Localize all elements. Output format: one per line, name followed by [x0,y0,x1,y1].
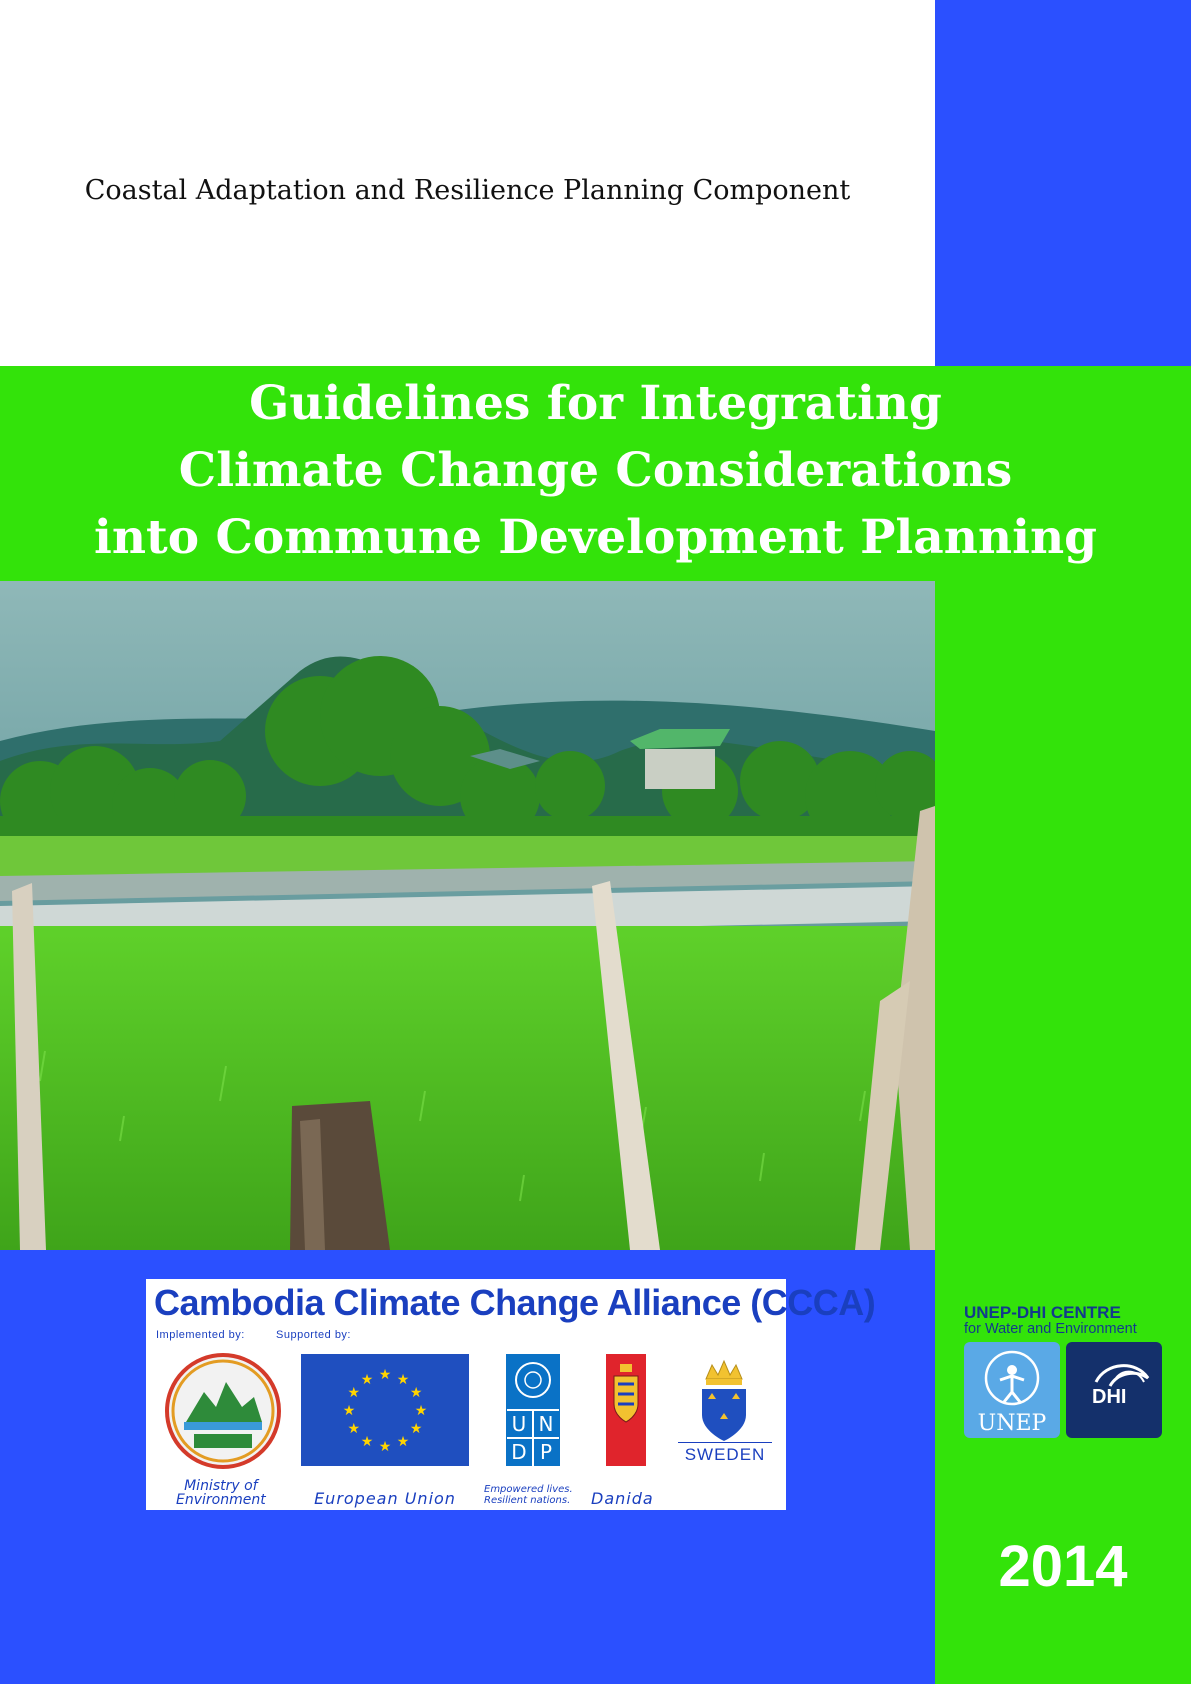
eu-star-icon: ★ [360,1434,374,1451]
eu-star-icon: ★ [409,1385,423,1401]
title-line-1: Guidelines for Integrating [249,376,942,431]
eu-star-icon: ★ [360,1371,374,1388]
eu-star-icon: ★ [414,1403,428,1419]
undp-letter-d: D [511,1440,527,1464]
moe-caption: Ministry of Environment [176,1478,266,1508]
eu-star-icon: ★ [409,1421,423,1437]
ministry-of-environment-logo [164,1352,282,1474]
eu-star-icon: ★ [347,1385,361,1401]
eu-star-icon: ★ [378,1367,392,1383]
component-subtitle: Coastal Adaptation and Resilience Planning Component [84,175,851,206]
eu-star-icon: ★ [396,1434,410,1451]
undp-logo [506,1354,560,1470]
undp-caption: Empowered lives. Resilient nations. [484,1484,573,1506]
supported-by-label: Supported by: [276,1329,351,1341]
blue-corner-block [935,0,1191,366]
european-union-flag-icon [301,1354,469,1470]
undp-letter-n: N [538,1412,554,1436]
publication-year: 2014 [998,1534,1128,1599]
green-side-strip [935,581,1191,1684]
sweden-crest-icon [694,1359,754,1447]
unep-dhi-centre-title: UNEP-DHI CENTRE [964,1303,1121,1322]
eu-star-icon: ★ [378,1439,392,1455]
ccca-title: Cambodia Climate Change Alliance (CCCA) [154,1282,876,1323]
sweden-caption: SWEDEN [678,1442,772,1465]
danida-logo [606,1354,646,1470]
title-line-3: into Commune Development Planning [94,510,1097,565]
undp-letter-u: U [511,1412,527,1436]
implemented-by-label: Implemented by: [156,1329,245,1341]
title-line-2: Climate Change Considerations [178,443,1013,498]
unep-dhi-centre-subtitle: for Water and Environment [964,1321,1137,1337]
unep-logo [964,1342,1060,1438]
unep-label: UNEP [977,1411,1047,1436]
undp-letter-p: P [539,1440,553,1464]
eu-star-icon: ★ [396,1371,410,1388]
ccca-partner-panel [146,1279,876,1510]
danida-caption: Danida [591,1489,654,1508]
dhi-label: DHI [1092,1386,1127,1408]
cover-title [0,370,1191,571]
cover-photo-rice-field [0,581,935,1250]
eu-caption: European Union [314,1489,456,1508]
dhi-logo [1066,1342,1162,1438]
eu-star-icon: ★ [342,1403,356,1419]
eu-star-icon: ★ [347,1421,361,1437]
